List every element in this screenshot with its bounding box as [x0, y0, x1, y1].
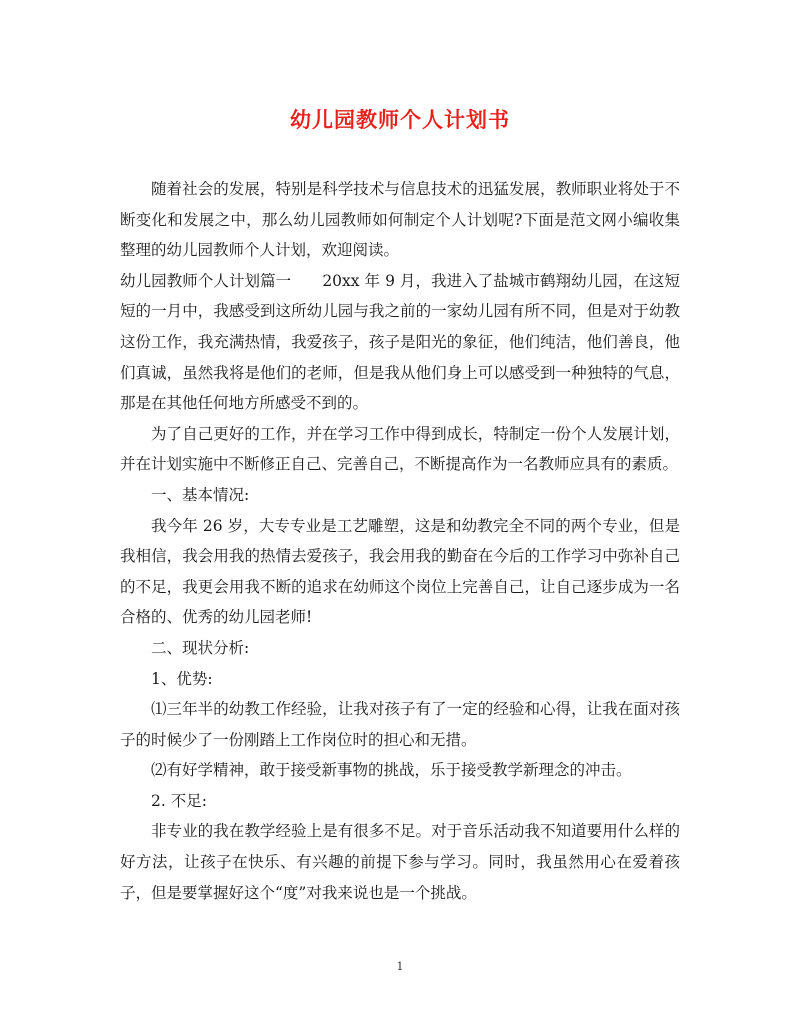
purpose-paragraph: 为了自己更好的工作，并在学习工作中得到成长，特制定一份个人发展计划，并在计划实施中不断修正自己、完善自己，不断提高作为一名教师应具有的素质。 — [120, 424, 680, 474]
weakness-paragraph: 非专业的我在教学经验上是有很多不足。对于音乐活动我不知道要用什么样的好方法，让孩子在快乐、有兴趣的前提下参与学习。同时，我虽然用心在爱着孩子，但是要掌握好这个“度”对我来说也是一个挑战。 — [120, 822, 680, 902]
intro-paragraph: 随着社会的发展，特别是科学技术与信息技术的迅猛发展，教师职业将处于不断变化和发展之中，那么幼儿园教师如何制定个人计划呢?下面是范文网小编收集整理的幼儿园教师个人计划，欢迎阅读。 — [120, 180, 680, 260]
plan-one-paragraph: 幼儿园教师个人计划篇一 20xx 年 9 月，我进入了盐城市鹤翔幼儿园，在这短短的一月中，我感受到这所幼儿园与我之前的一家幼儿园有所不同，但是对于幼教这份工作，我充满热情，我爱孩子，孩子是阳光的象征，他们纯洁，他们善良，他们真诚，虽然我将是他们的老师，但是我从他们身上可以感受到一种独特的气息，那是在其他任何地方所感受不到的。 — [120, 271, 680, 413]
strength-item-1: ⑴三年半的幼教工作经验，让我对孩子有了一定的经验和心得，让我在面对孩子的时候少了一份刚踏上工作岗位时的担心和无措。 — [120, 700, 680, 749]
page-number: 1 — [396, 960, 404, 973]
strength-item-2: ⑵有好学精神，敢于接受新事物的挑战，乐于接受教学新理念的冲击。 — [151, 761, 632, 780]
subsection-heading-strengths: 1、优势: — [151, 669, 213, 688]
basic-situation-paragraph: 我今年 26 岁，大专专业是工艺雕塑，这是和幼教完全不同的两个专业，但是我相信，我会用我的热情去爱孩子，我会用我的勤奋在今后的工作学习中弥补自己的不足，我更会用我不断的追求在幼师这个岗位上完善自己，让自己逐步成为一名合格的、优秀的幼儿园老师! — [120, 516, 680, 627]
subsection-heading-weaknesses: 2. 不足: — [151, 791, 207, 810]
section-heading-status-analysis: 二、现状分析: — [151, 638, 250, 657]
section-heading-basic-situation: 一、基本情况: — [151, 485, 250, 504]
document-title: 幼儿园教师个人计划书 — [290, 107, 510, 132]
document-body — [120, 174, 680, 908]
